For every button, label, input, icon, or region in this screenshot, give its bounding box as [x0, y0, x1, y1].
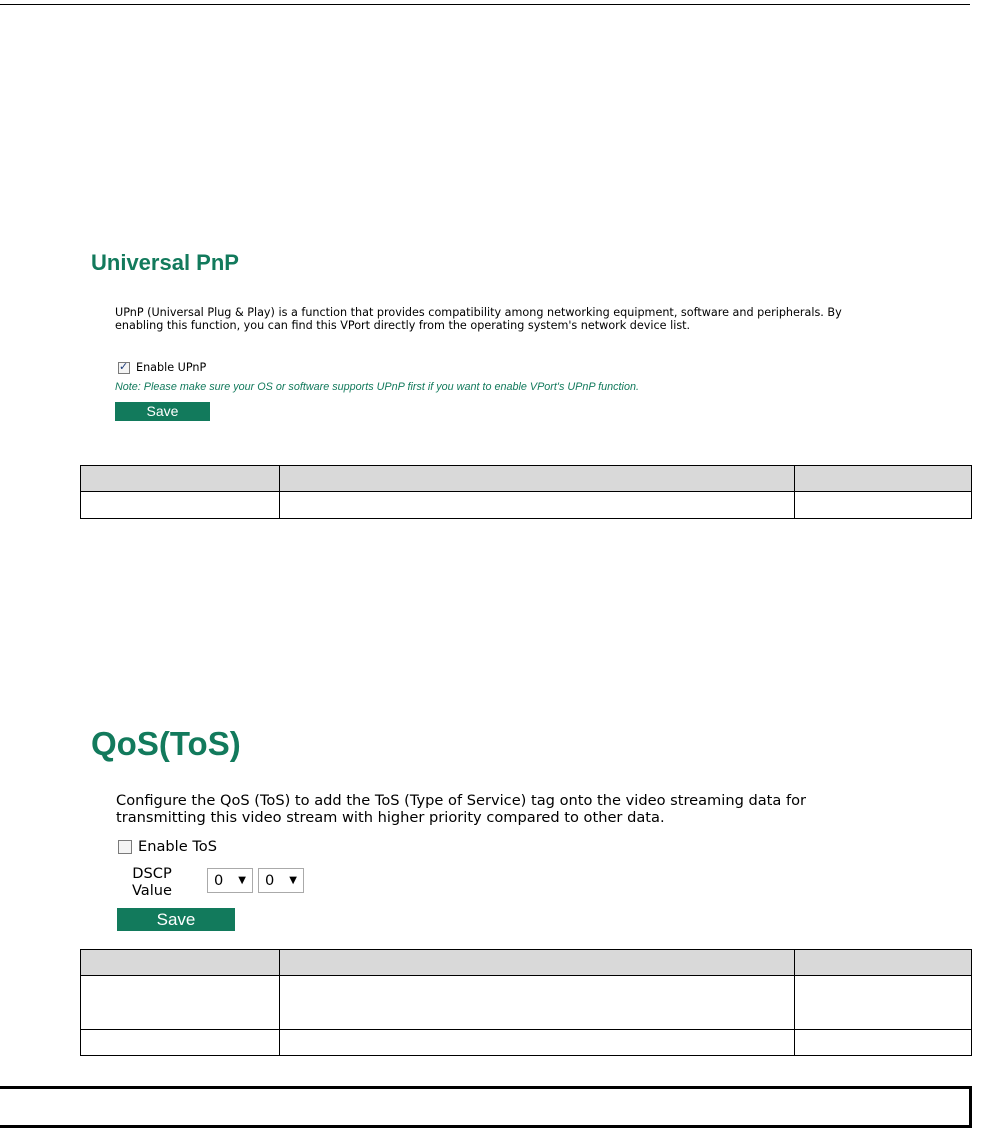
enable-upnp-label: Enable UPnP — [136, 361, 207, 374]
enable-tos-label: Enable ToS — [138, 838, 217, 855]
qos-title: QoS(ToS) — [91, 725, 241, 762]
qos-description: Configure the QoS (ToS) to add the ToS (Type of Service) tag onto the video streaming data for transmitting this video stream with higher priority compared to other data. — [116, 792, 807, 826]
upnp-description: UPnP (Universal Plug & Play) is a function that provides compatibility among networking equipment, software and peripherals. By enabling this function, you can find this VPort directly from the operating system's network device list. — [115, 306, 842, 332]
table-row — [81, 1030, 972, 1056]
dscp-select-2-value: 0 — [265, 872, 275, 889]
tos-checkbox-box[interactable] — [118, 840, 132, 854]
bottom-note-box — [0, 1086, 972, 1128]
dscp-label-line2: Value — [131, 882, 173, 899]
table-header-row — [81, 466, 972, 492]
dscp-select-2[interactable] — [258, 868, 304, 893]
enable-upnp-checkbox[interactable] — [118, 361, 206, 374]
upnp-title: Universal PnP — [91, 250, 239, 275]
upnp-checkbox-box[interactable] — [118, 359, 130, 374]
dscp-label-line1: DSCP — [132, 865, 172, 882]
enable-tos-checkbox[interactable] — [118, 838, 217, 855]
table-row — [81, 976, 972, 1030]
upnp-note: Note: Please make sure your OS or software supports UPnP first if you want to enable VPort's UPnP function. — [115, 381, 639, 393]
dscp-value-label — [129, 865, 175, 899]
qos-table — [80, 949, 972, 1056]
upnp-save-button[interactable]: Save — [115, 402, 210, 421]
table-row — [81, 492, 972, 519]
table-header-row — [81, 950, 972, 976]
check-icon: ✓ — [119, 359, 129, 373]
page-header-rule — [0, 4, 970, 5]
chevron-down-icon: ▼ — [289, 875, 297, 886]
dscp-select-1-value: 0 — [214, 872, 224, 889]
upnp-table — [80, 465, 972, 519]
qos-save-button[interactable]: Save — [117, 908, 235, 931]
dscp-select-1[interactable] — [207, 868, 253, 893]
chevron-down-icon: ▼ — [238, 875, 246, 886]
